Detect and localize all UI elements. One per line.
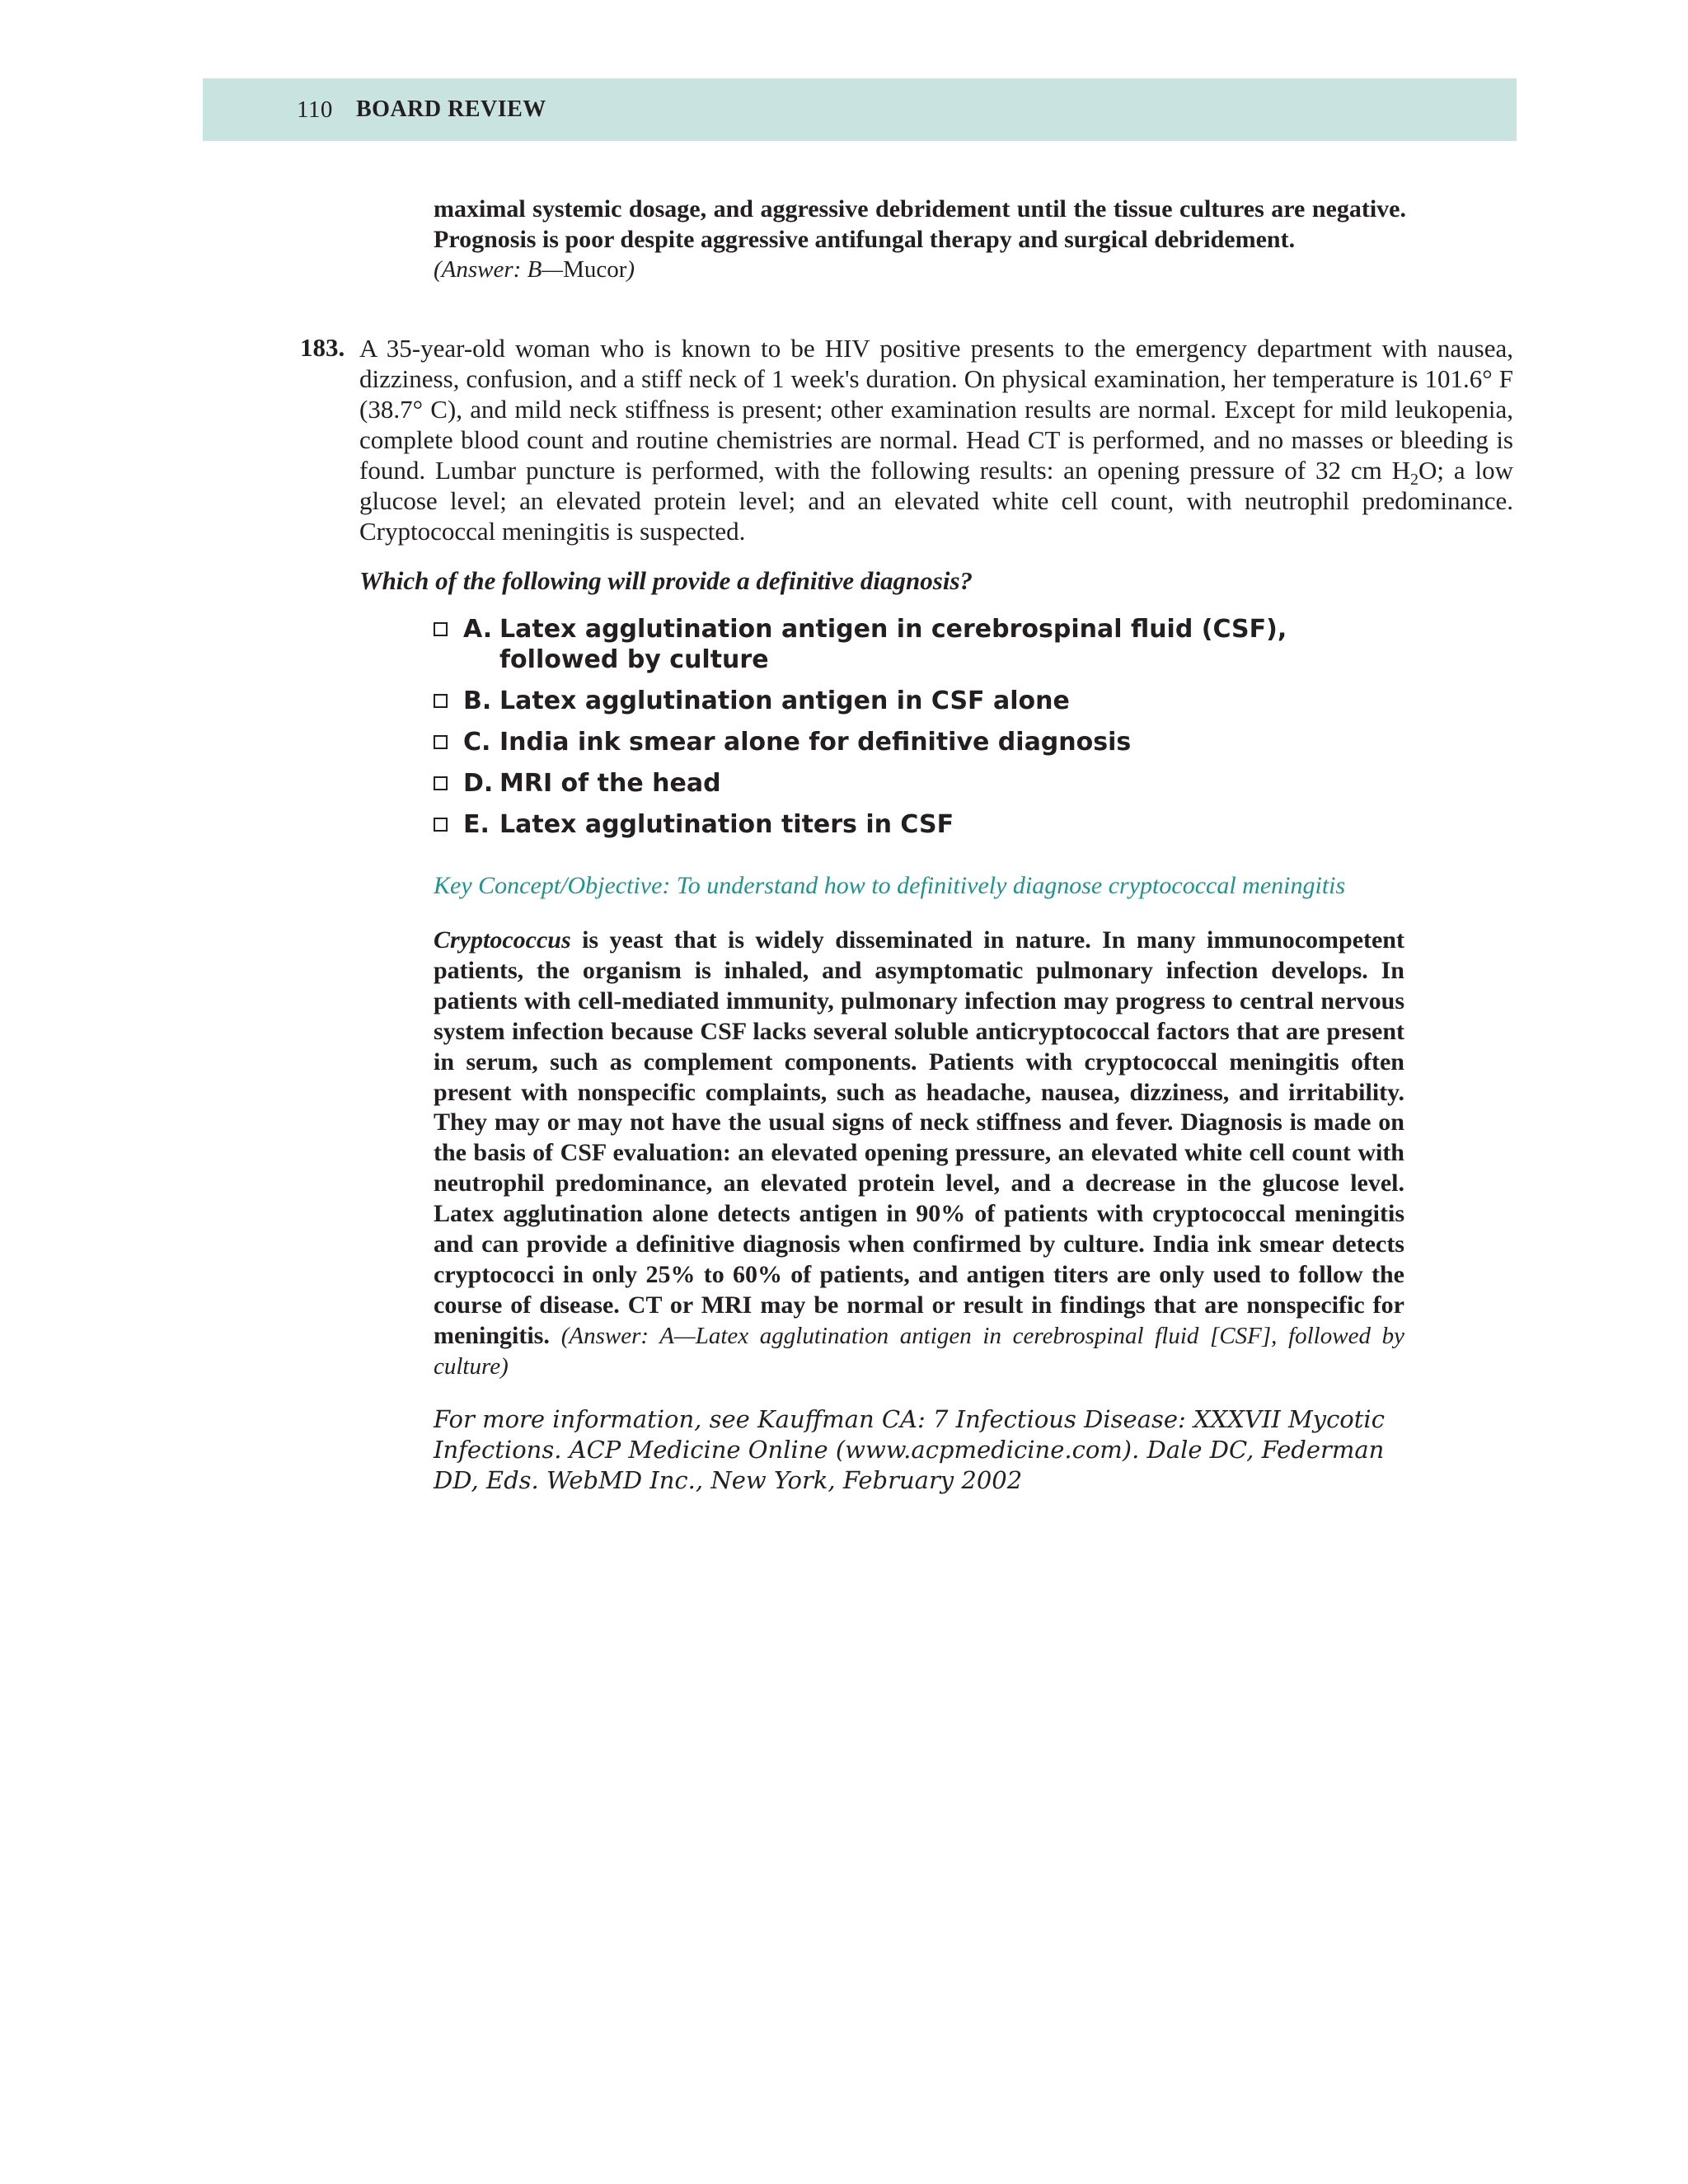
option-letter: E. xyxy=(463,810,490,839)
explanation-genus: Cryptococcus xyxy=(434,926,571,954)
previous-answer-text: maximal systemic dosage, and aggressive debridement until the tissue cultures are negative. Prognosis is poor despite aggressive antifungal therapy and surgical debridement. xyxy=(434,195,1406,253)
answer-suffix: ) xyxy=(626,256,635,283)
option-text: India ink smear alone for definitive diagnosis xyxy=(499,728,1132,757)
checkbox-icon[interactable] xyxy=(434,622,448,636)
stem-text-1: A 35-year-old woman who is known to be HIV positive presents to the emergency department with nausea, dizziness, confusion, and a stiff neck of 1 week's duration. On physical examination, her temperature is 101.6° F (38.7° C), and mild neck stiffness is present; other examination results are normal. Except for mild leukopenia, complete blood count and routine chemistries are normal. Head CT is performed, and no masses or bleeding is found. Lumbar puncture is performed, with the following results: an opening pressure of 32 cm H xyxy=(359,334,1513,485)
checkbox-icon[interactable] xyxy=(434,776,448,790)
page-number: 110 xyxy=(297,96,333,123)
option-text: MRI of the head xyxy=(499,769,721,798)
option-text: Latex agglutination titers in CSF xyxy=(499,810,954,839)
stem-text-2: O; a low glucose level; an elevated protein level; and an elevated white cell count, with neutrophil predominance. Cryptococcal meningitis is suspected. xyxy=(359,456,1514,546)
explanation-answer: (Answer: A—Latex agglutination antigen in cerebrospinal fluid [CSF], followed by culture) xyxy=(434,1322,1404,1380)
option-letter: D. xyxy=(463,769,494,798)
question-number: 183. xyxy=(300,333,345,362)
previous-answer-continuation xyxy=(434,194,1406,285)
option-letter: B. xyxy=(463,687,492,715)
option-letter: A. xyxy=(463,615,493,644)
option-letter: C. xyxy=(463,728,491,757)
option-text: Latex agglutination antigen in cerebrospinal fluid (CSF), followed by culture xyxy=(499,615,1287,674)
answer-prefix: (Answer: B— xyxy=(434,256,564,283)
explanation xyxy=(434,926,1404,1382)
key-concept: Key Concept/Objective: To understand how to definitively diagnose cryptococcal meningitis xyxy=(434,872,1346,899)
stem-subscript: 2 xyxy=(1409,471,1418,490)
option-text: Latex agglutination antigen in CSF alone xyxy=(499,687,1070,715)
running-head: BOARD REVIEW xyxy=(356,96,546,122)
question-stem xyxy=(359,333,1513,546)
checkbox-icon[interactable] xyxy=(434,694,448,708)
answer-text: Mucor xyxy=(563,256,627,283)
reference-citation: For more information, see Kauffman CA: 7 Infectious Disease: XXXVII Mycotic Infections. ACP Medicine Online (www.acpmedicine.com). Dale DC, Federman DD, Eds. WebMD Inc., New York, February 2002 xyxy=(434,1405,1385,1494)
checkbox-icon[interactable] xyxy=(434,735,448,749)
explanation-body: is yeast that is widely disseminated in nature. In many immunocompetent patients, the organism is inhaled, and asymptomatic pulmonary infection develops. In patients with cell-mediated immunity, pulmonary infection may progress to central nervous system infection because CSF lacks several soluble anticryptococcal factors that are present in serum, such as complement components. Patients with cryptococcal meningitis often present with nonspecific complaints, such as headache, nausea, dizziness, and irritability. They may or may not have the usual signs of neck stiffness and fever. Diagnosis is made on the basis of CSF evaluation: an elevated opening pressure, an elevated white cell count with neutrophil predominance, an elevated protein level, and a decrease in the glucose level. Latex agglutination alone detects antigen in 90% of patients with cryptococcal meningitis and can provide a definitive diagnosis when confirmed by culture. India ink smear detects cryptococci in only 25% to 60% of patients, and antigen titers are only used to follow the course of disease. CT or MRI may be normal or result in findings that are nonspecific for meningitis. xyxy=(434,926,1404,1349)
checkbox-icon[interactable] xyxy=(434,818,448,832)
previous-answer-key xyxy=(434,255,1406,285)
question-prompt: Which of the following will provide a definitive diagnosis? xyxy=(359,566,973,595)
